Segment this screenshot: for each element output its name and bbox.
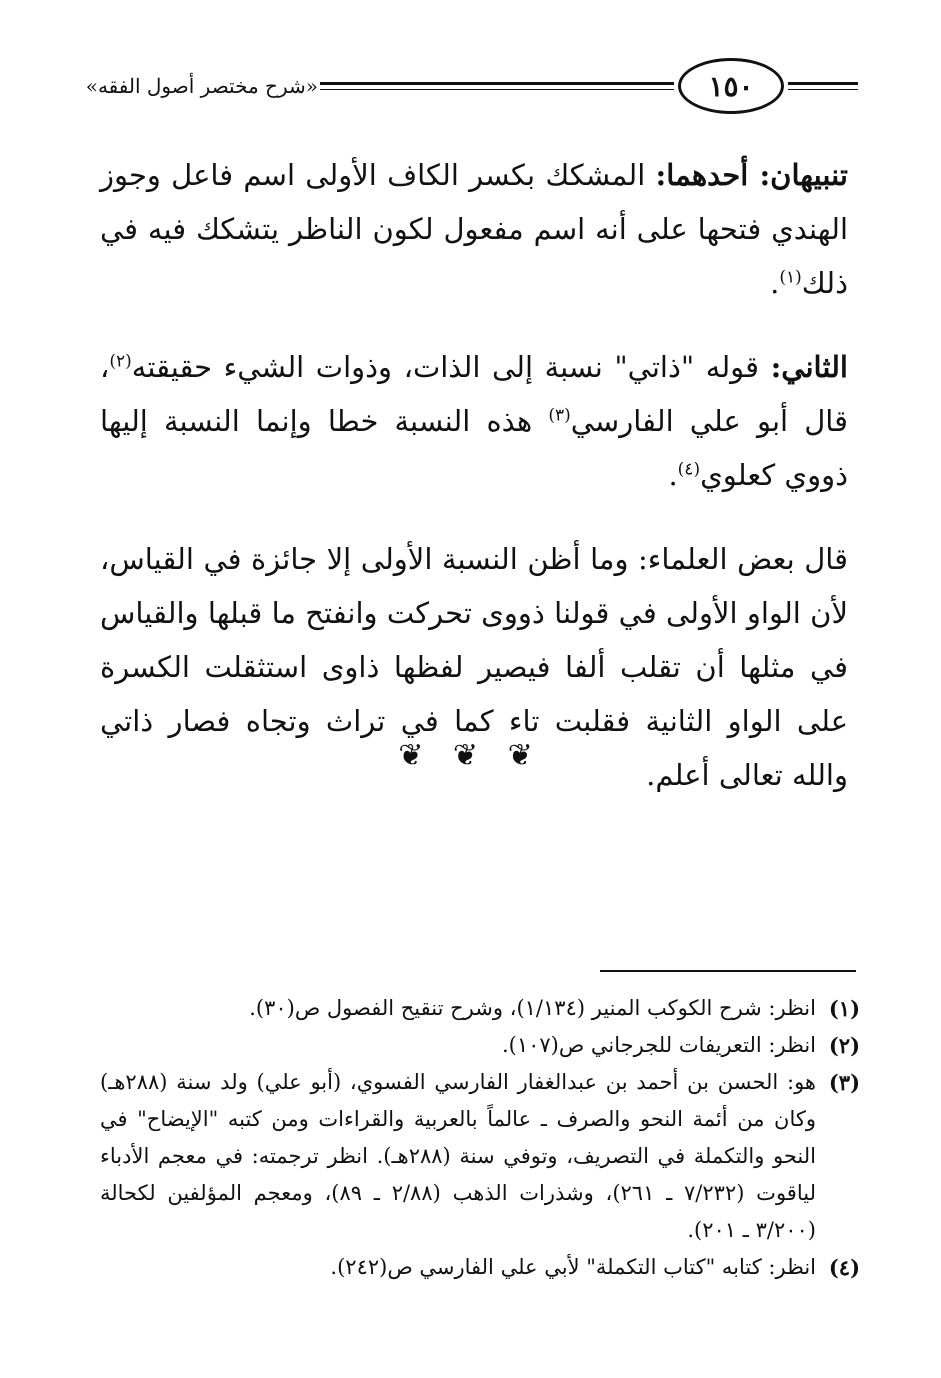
footnote-ref: (٣) [548,405,571,426]
header-rule [320,89,674,90]
ornament-divider: ❦ ❦ ❦ [398,738,543,773]
footnote-text: انظر: شرح الكوكب المنير (١/١٣٤)، وشرح تنقيح الفصول ص(٣٠). [249,996,816,1020]
paragraph-text: . [770,266,780,300]
running-title: «شرح مختصر أصول الفقه» [85,74,318,98]
footnote-ref: (٤) [677,459,701,480]
paragraph-lead: تنبيهان: أحدهما: [655,158,848,192]
paragraph [100,340,848,502]
footnote-text: انظر: كتابه "كتاب التكملة" لأبي علي الفارسي ص(٢٤٢). [330,1255,816,1279]
paragraph-text: . [668,458,678,492]
footnote [100,1064,860,1249]
paragraph-text: قوله "ذاتي" نسبة إلى الذات، وذوات الشيء حقيقته [131,350,771,384]
main-text [100,148,848,832]
footnotes [100,990,860,1286]
footnote-number: (٣) [828,1070,860,1095]
footnote [100,1027,860,1064]
paragraph-text: قال بعض العلماء: وما أظن النسبة الأولى إلا جائزة في القياس، لأن الواو الأولى في قولنا ذووى تحركت وانفتح ما قبلها والقياس في مثلها أن تقلب ألفا فيصير لفظها ذاوى استثقلت الكسرة على الواو الثانية فقلبت تاء كما في تراث وتجاه فصار ذاتي والله تعالى أعلم. [100,542,848,792]
header-rule [320,82,674,85]
header-rule [788,89,858,90]
paragraph-text: هذه النسبة خطا وإنما النسبة إليها ذووي كعلوي [100,404,848,492]
page-header [85,58,858,122]
footnote-text: انظر: التعريفات للجرجاني ص(١٠٧). [501,1033,816,1057]
footnote-ref: (١) [779,267,802,288]
footnote [100,1249,860,1286]
header-rule [788,82,858,85]
paragraph [100,148,848,310]
footnote-number: (٢) [828,1033,860,1058]
paragraph-text: المشكك بكسر الكاف الأولى اسم فاعل وجوز الهندي فتحها على أنه اسم مفعول لكون الناظر يتشكك فيه في ذلك [100,158,848,300]
footnote-number: (١) [828,996,860,1021]
paragraph-lead: الثاني: [770,350,848,384]
footnote-ref: (٢) [109,351,132,372]
footnote-text: هو: الحسن بن أحمد بن عبدالغفار الفارسي الفسوي، (أبو علي) ولد سنة (٢٨٨هـ) وكان من أئمة النحو والصرف ـ عالماً بالعربية والقراءات ومن كتبه "الإيضاح" في النحو والتكملة في التصريف، وتوفي سنة (٢٨٨هـ). انظر ترجمته: في معجم الأدباء لياقوت (٧/٢٣٢ ـ ٢٦١)، وشذرات الذهب (٢/٨٨ ـ ٨٩)، ومعجم المؤلفين لكحالة (٣/٢٠٠ ـ ٢٠١). [100,1070,816,1242]
footnote-separator [600,970,856,972]
footnote [100,990,860,1027]
paragraph-text: ، قال أبو علي الفارسي [100,350,849,438]
page-number: ١٥٠ [678,58,784,114]
footnote-number: (٤) [828,1255,860,1280]
